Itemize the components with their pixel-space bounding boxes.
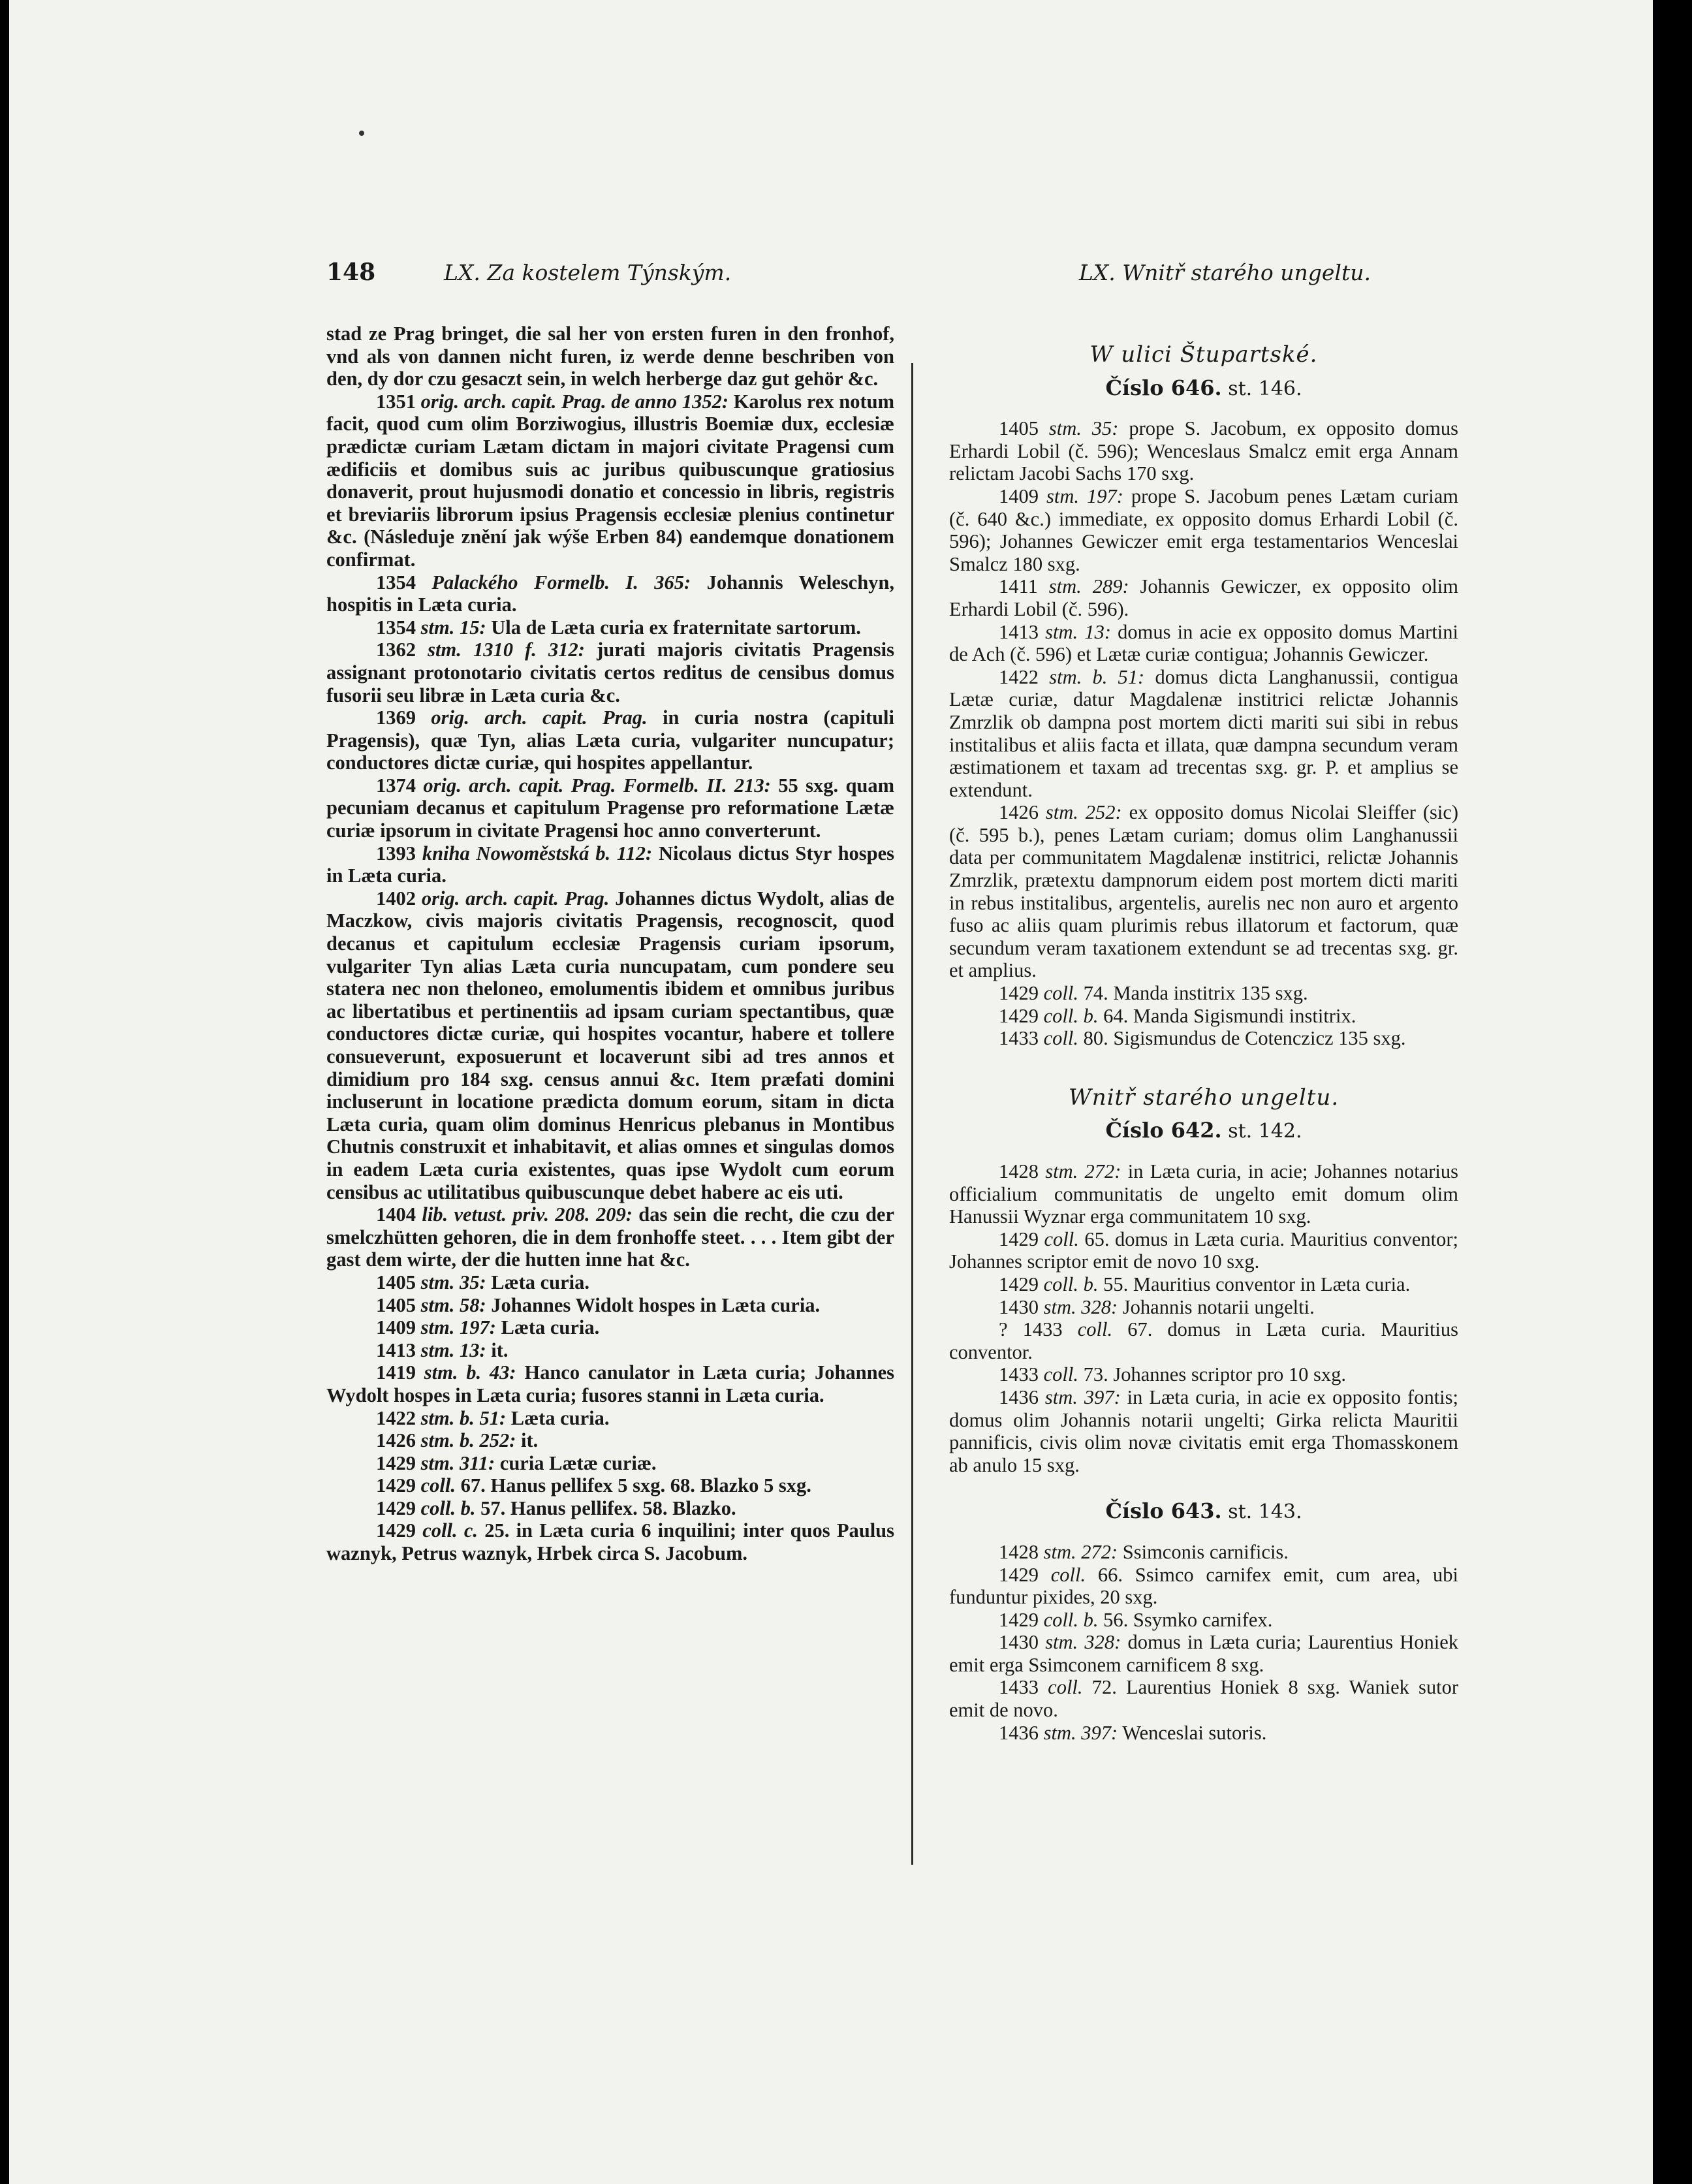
entry-source: stm. 311: [420,1451,495,1474]
entry-text: Wenceslai sutoris. [1122,1721,1267,1744]
entry-source: stm. 35: [420,1271,486,1293]
entry-year: 1393 [376,842,416,864]
entry-source: stm. 15: [420,616,486,639]
entry-source: coll. [1043,1363,1078,1386]
entry-year: 1402 [376,887,416,910]
entry-text: domus dicta Langhanussii, contigua Lætæ curiæ, datur Magdalenæ institrici relictæ Johannis Zmrzlik ob dampna post mortem dicti mariti sui sibi in rebus institalibus et aliis facta et illata, quæ dampna secundum veram æstimationem et taxam ad trecentas sxg. gr. P. et amplius se extendunt. [949,665,1459,801]
number-label: Číslo 643. [1105,1498,1222,1524]
entry-source: coll. [420,1474,456,1497]
entry-text: in Læta curia, in acie; Johannes notarius officialium communitatis de ungelto emit domum olim Hanussii Wyznar erga communitatem 10 sxg. [949,1160,1459,1228]
entry-year: 1369 [376,706,416,729]
entry [326,1519,894,1564]
entry-source: stm. 328: [1043,1295,1118,1318]
old-number: st. 143. [1221,1500,1302,1524]
entry [326,1407,894,1430]
entry-text: Johannis notarii ungelti. [1122,1295,1315,1318]
entry-source: orig. arch. capit. Prag. [431,706,648,729]
entry-text: in Læta curia, in acie ex opposito fontis; domus olim Johannis notarii ungelti; Girka relicta Mauritii pannificis, civis olim novæ civitatis emit erga Thomasskonem ab anulo 15 sxg. [949,1385,1459,1476]
entry [949,1005,1458,1028]
entry-text: prope S. Jacobum, ex opposito domus Erhardi Lobil (č. 596); Wenceslaus Smalcz emit erga Annam relictam Jacobi Sachs 170 sxg. [949,417,1459,485]
section-title-stupartske: W ulici Štupartské. [1089,341,1318,368]
entry-year: 1429 [376,1451,416,1474]
entry-year: 1429 [999,982,1039,1005]
entry-year: 1422 [376,1406,416,1429]
entry [326,1271,894,1294]
entry-text: Læta curia. [501,1316,600,1339]
entry-year: 1429 [376,1496,416,1519]
entry-text: Karolus rex notum facit, quod cum olim Borziwogius, illustris Boemiæ dux, ecclesiæ prædictæ curiam Lætam dictam in majori civitate Pragensi cum ædificiis et domibus suis ac juribus quibuscunque gratiosius donaverit, prout hujusmodi donatio et concessio in libris, registris et breviariis librorum ipsius Pragensis ecclesiæ plenius continetur &c. (Následuje znění jak wýše Erben 84) eandemque donationem confirmat. [326,390,895,571]
number-label: Číslo 646. [1105,375,1222,400]
entry [326,639,894,706]
ink-speck [359,131,364,136]
entry-source: lib. vetust. priv. 208. 209: [422,1203,633,1226]
entry-text: Johannis Gewiczer, ex opposito olim Erhardi Lobil (č. 596). [949,575,1458,620]
entry-text: 65. domus in Læta curia. Mauritius conventor; Johannes scriptor emit de novo 10 sxg. [949,1227,1459,1273]
entry [326,616,894,639]
entry-source: stm. 13: [420,1338,486,1361]
entry-text: 74. Manda institrix 135 sxg. [1083,982,1308,1005]
entry-source: orig. arch. capit. Prag. [421,887,610,910]
entry-source: coll. b. [1043,1004,1099,1027]
entry [326,887,894,1203]
entry-year: 1419 [376,1361,416,1384]
entry-source: coll. [1050,1563,1086,1586]
entry-source: stm. 197: [1046,484,1123,507]
entry-text: domus in Læta curia; Laurentius Honiek emit erga Ssimconem carnificem 8 sxg. [949,1631,1459,1676]
page-number: 148 [326,259,376,286]
entry-text: stad ze Prag bringet, die sal her von ersten furen in den fronhof, vnd als von dannen nicht furen, iz werde denne beschriben von den, dy dor czu gesaczt sein, in welch herberge daz gut gehör &c. [326,323,894,390]
number-heading-642 [949,1119,1458,1143]
entry-text: Johannes Widolt hospes in Læta curia. [491,1293,821,1316]
entry [949,1273,1458,1296]
entry-source: stm. 289: [1048,575,1129,598]
entry-year: 1436 [999,1385,1039,1408]
entry-source: stm. 328: [1045,1631,1121,1654]
right-running-title: LX. Wnitř starého ungeltu. [1078,260,1371,285]
number-label: Číslo 642. [1105,1118,1222,1143]
entry [949,1160,1458,1228]
entry [326,1497,894,1520]
scanned-page [9,0,1653,2184]
entry-year: 1430 [999,1295,1039,1318]
number-heading-646 [949,377,1458,401]
entry-year: 1405 [999,417,1039,440]
entry-year: 1428 [999,1540,1039,1563]
entry [326,1452,894,1475]
entry-text: 64. Manda Sigismundi institrix. [1103,1004,1356,1027]
entries-643 [949,1541,1458,1744]
entries-646 [949,417,1458,1050]
entry-text: das sein die recht, die czu der smelczhütten gehoren, die in dem fronhoffe steet. . . . Item gibt der gast dem wirte, der die hutten inne hat &c. [326,1203,894,1271]
right-column [949,343,1458,1744]
entry-year: 1429 [999,1227,1039,1250]
entry [949,666,1458,802]
entry-text: Johannes dictus Wydolt, alias de Maczkow, civis majoris civitatis Pragensis, recognoscit, quod decanus et capitulum ecclesiæ Pragensis curiam ipsorum, vulgariter Tyn alias Læta curia nuncupatam, cum pondere seu statera nec non theloneo, emolumentis ibidem et omnibus juribus ac libertatibus et pertinentiis ad ipsam curiam spectantibus, quæ conductores dictæ curiæ, qui hospites vocantur, habere et tollere consueverunt, exposuerunt et locaverunt sibi ad tres annos et dimidium pro 184 sxg. census annui &c. Item præfati domini incluserunt in locatione prædicta domum eorum, sitam in dicta Læta curia, quam olim dominus Henricus plebanus in Montibus Chutnis construxit et inhabitavit, et alias omnes et singulas domos in eadem Læta curia existentes, quas ipse Wydolt cum eorum censibus ac utilitatibus quibuscunque debet habere ac eis uti. [326,887,895,1203]
entry-source: coll. [1043,1027,1078,1050]
number-heading-643 [949,1500,1458,1524]
entry-text: 67. Hanus pellifex 5 sxg. 68. Blazko 5 sxg. [460,1474,811,1497]
entry-text: 25. in Læta curia 6 inquilini; inter quos Paulus waznyk, Petrus waznyk, Hrbek circa S. Jacobum. [326,1519,895,1565]
entry-source: coll. b. [420,1496,476,1519]
entry-source: stm. b. 51: [420,1406,507,1429]
entry-year: 1429 [999,1563,1039,1586]
entry [326,323,894,390]
entry-source: stm. 1310 f. 312: [428,639,585,661]
entry [326,774,894,842]
entry-source: stm. b. 252: [420,1429,516,1452]
entry [326,842,894,887]
entry-year: 1429 [999,1004,1039,1027]
entry-year: 1430 [999,1631,1039,1654]
entry [949,1363,1458,1386]
spacer [949,1476,1458,1500]
entry-text: in curia nostra (capituli Pragensis), quæ Tyn, alias Læta curia, vulgariter nuncupatur; conductores dictæ curiæ, qui hospites appellantur. [326,706,894,774]
left-column [326,323,894,1565]
entry-year: 1436 [999,1721,1039,1744]
entry-year: 1374 [376,774,416,797]
entry [326,706,894,774]
entry-year: 1426 [999,801,1039,824]
entry [949,485,1458,575]
entry [326,1474,894,1497]
entry-source: stm. 272: [1045,1160,1121,1182]
entry-year: 1404 [376,1203,416,1226]
spacer [949,1050,1458,1086]
entry [326,1203,894,1271]
entry [949,1228,1458,1273]
entry [949,1722,1458,1745]
entry-text: Johannis Weleschyn, hospitis in Læta curia. [326,571,895,616]
entry [949,801,1458,982]
entry-source: stm. 58: [420,1293,486,1316]
entries-642 [949,1160,1458,1476]
section-title-ungelt: Wnitř starého ungeltu. [1068,1084,1340,1111]
entry-source: stm. 397: [1044,1385,1121,1408]
entry-text: Nicolaus dictus Styr hospes in Læta curia. [326,842,895,887]
entry-year: 1409 [376,1316,416,1339]
entry [949,1564,1458,1609]
entry-text: curia Lætæ curiæ. [499,1451,657,1474]
entry-text: it. [491,1338,509,1361]
entry-source: coll. [1048,1676,1083,1699]
old-number: st. 142. [1221,1120,1302,1143]
entry-text: 66. Ssimco carnifex emit, cum area, ubi funduntur pixides, 20 sxg. [949,1563,1459,1609]
entry-text: ex opposito domus Nicolai Sleiffer (sic) (č. 595 b.), penes Lætam curiam; domus olim Langhanussii data per communitatem Magdalenæ institrici, relictæ Johannis Zmrzlik, prætextu dampnorum eidem post mortem dicti mariti in rebus institalibus, argentelis, aurelis nec non auro et argento fuso ac aliis quam plurimis rebus illatorum et factorum, quæ secundum veram taxationem extendunt se ad trecentas sxg. gr. et amplius. [949,801,1459,982]
entry-year: 1429 [999,1608,1039,1631]
entry-year: 1433 [999,1676,1039,1699]
entry [949,1676,1458,1721]
entry [949,1541,1458,1564]
entry [326,1361,894,1406]
entry-text: 56. Ssymko carnifex. [1103,1608,1273,1631]
entry-year: ? 1433 [999,1318,1063,1341]
entry [326,1294,894,1317]
entry-text: it. [520,1429,539,1452]
old-number: st. 146. [1221,377,1302,400]
entry-year: 1426 [376,1429,416,1452]
entry-year: 1351 [376,390,416,413]
column-divider [911,363,913,1865]
entry-text: prope S. Jacobum penes Lætam curiam (č. 640 &c.) immediate, ex opposito domus Erhardi Lobil (č. 596); Johannes Gewiczer emit erga testamentarios Wenceslai Smalcz 180 sxg. [949,484,1459,575]
entry-source: stm. b. 51: [1049,665,1145,688]
entry-year: 1354 [376,571,416,593]
entry [949,1296,1458,1319]
entry-source: orig. arch. capit. Prag. Formelb. II. 213: [423,774,771,797]
entry-source: kniha Nowoměstská b. 112: [422,842,653,864]
entry-text: 67. domus in Læta curia. Mauritius conventor. [949,1318,1459,1363]
entry [326,390,894,571]
entry-year: 1433 [999,1027,1039,1050]
entry [949,575,1458,620]
entry-text: 80. Sigismundus de Cotenczicz 135 sxg. [1083,1027,1406,1050]
entry-year: 1429 [376,1519,416,1542]
entry-source: coll. c. [422,1519,478,1542]
entry-source: stm. b. 43: [424,1361,516,1384]
entry-text: 57. Hanus pellifex. 58. Blazko. [480,1496,736,1519]
entry-year: 1429 [376,1474,416,1497]
entry [326,1316,894,1339]
entry-text: Ssimconis carnificis. [1122,1540,1289,1563]
entry [949,1318,1458,1363]
entry-text: Læta curia. [491,1271,590,1293]
entry [326,1339,894,1362]
entry-year: 1411 [999,575,1038,598]
entry-text: 55. Mauritius conventor in Læta curia. [1103,1273,1411,1295]
entry-source: coll. b. [1043,1273,1099,1295]
entry-year: 1413 [999,620,1039,643]
entry-year: 1405 [376,1271,416,1293]
entry-year: 1428 [999,1160,1039,1182]
entry-year: 1433 [999,1363,1039,1386]
entry-text: Hanco canulator in Læta curia; Johannes Wydolt hospes in Læta curia; fusores stanni in Læta curia. [326,1361,894,1406]
entry-text: 72. Laurentius Honiek 8 sxg. Waniek sutor emit de novo. [949,1676,1459,1722]
entry [949,1386,1458,1476]
entry-year: 1409 [999,484,1039,507]
entry-source: coll. [1044,1227,1079,1250]
entry [949,982,1458,1005]
entry-source: stm. 35: [1048,417,1119,440]
entry-source: stm. 197: [420,1316,496,1339]
entry-source: coll. [1077,1318,1113,1341]
entry-source: stm. 13: [1045,620,1111,643]
entry-year: 1362 [376,639,416,661]
entry [949,621,1458,666]
entry-text: jurati majoris civitatis Pragensis assignant protonotario civitatis certos reditus de censibus domus fusorii seu libræ in Læta curia &c. [326,639,894,706]
entry-year: 1354 [376,616,416,639]
entry-source: coll. [1043,982,1078,1005]
entry-text: 73. Johannes scriptor pro 10 sxg. [1083,1363,1347,1386]
entry [326,1429,894,1452]
entry [949,1631,1458,1676]
scan-edge-mark [1653,1907,1655,1978]
entry [326,571,894,616]
entry-text: Ula de Læta curia ex fraternitate sartorum. [491,616,861,639]
entry-year: 1413 [376,1338,416,1361]
entry-source: stm. 252: [1045,801,1122,824]
entry-year: 1422 [999,665,1039,688]
entry [949,1609,1458,1632]
entry-source: stm. 397: [1043,1721,1118,1744]
left-running-title: LX. Za kostelem Týnským. [444,260,732,285]
entry-text: Læta curia. [510,1406,610,1429]
entry-year: 1429 [999,1273,1039,1295]
entry [949,417,1458,485]
entry-text: domus in acie ex opposito domus Martini de Ach (č. 596) et Lætæ curiæ contigua; Johannis Gewiczer. [949,620,1459,666]
entry-source: coll. b. [1043,1608,1099,1631]
entry [949,1027,1458,1050]
entry-text: 55 sxg. quam pecuniam decanus et capitulum Pragense pro reformatione Lætæ curiæ ipsorum in civitate Pragensi hoc anno converterunt. [326,774,895,842]
entry-source: Palackého Formelb. I. 365: [431,571,691,593]
entry-year: 1405 [376,1293,416,1316]
running-header [320,259,1377,295]
entry-source: stm. 272: [1043,1540,1118,1563]
entry-source: orig. arch. capit. Prag. de anno 1352: [420,390,728,413]
